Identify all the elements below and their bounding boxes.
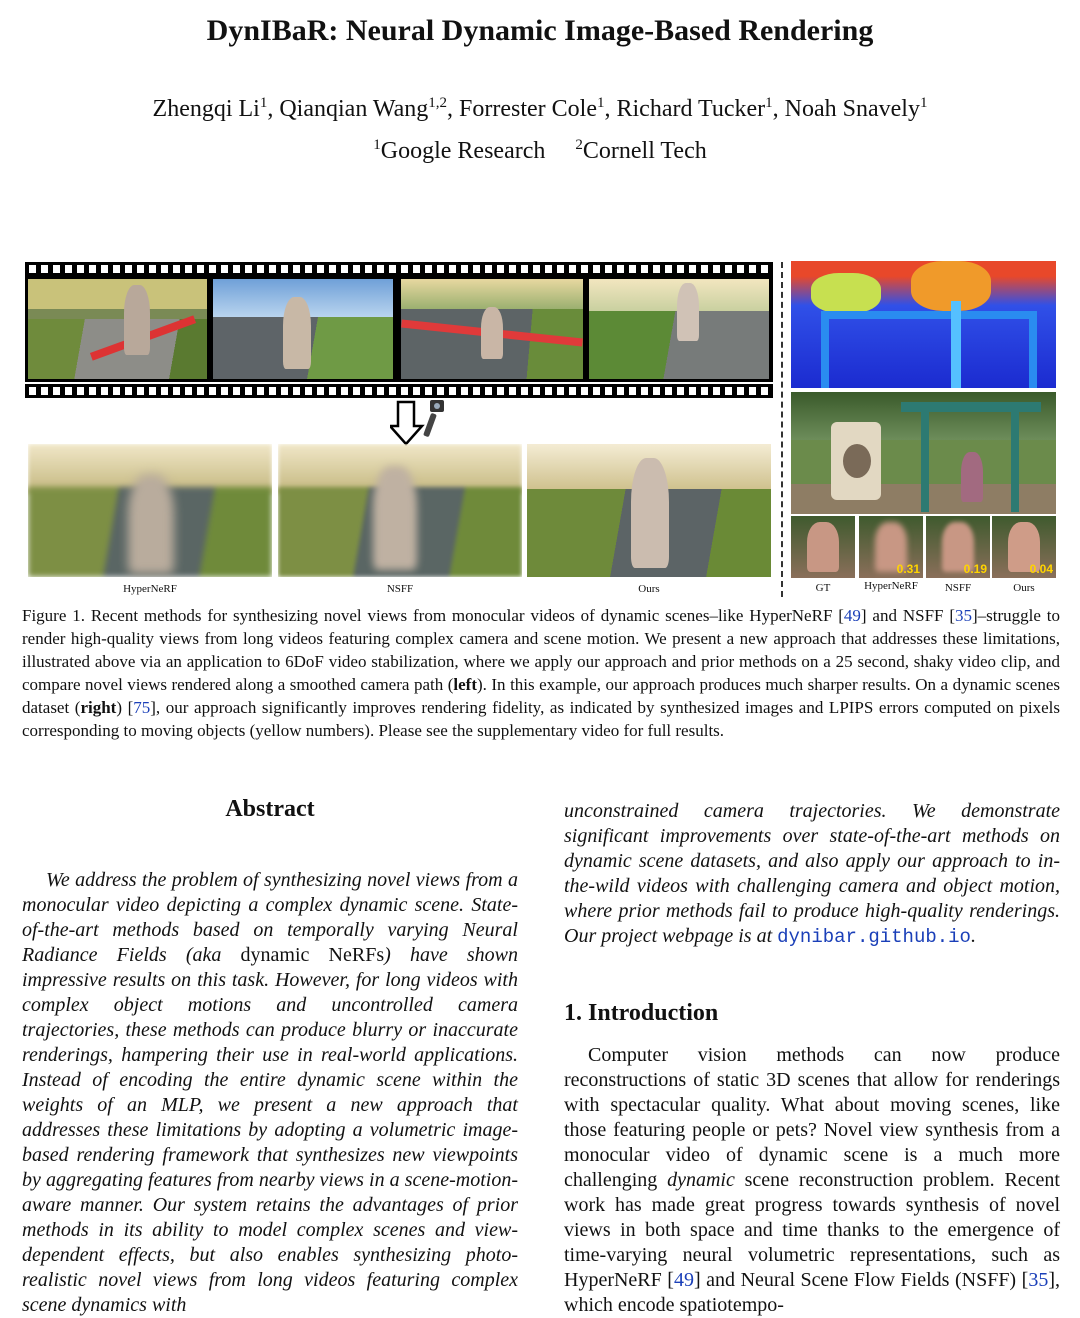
- author-affil-mark: 1: [596, 95, 605, 111]
- panel-label: HyperNeRF: [864, 580, 918, 592]
- panel-label: Ours: [1013, 582, 1035, 594]
- crop-hypernerf-image: [859, 516, 923, 578]
- author-affil-mark: 1: [765, 95, 773, 111]
- author-affil-mark: 1: [919, 95, 928, 111]
- lpips-value: 0.19: [963, 562, 987, 576]
- citation-link[interactable]: 35: [955, 606, 972, 625]
- panel-label: HyperNeRF: [123, 583, 177, 595]
- depth-map-image: [791, 261, 1056, 388]
- intro-paragraph: Computer vision methods can now produce reconstructions of static 3D scenes that allow for renderings with spectacular quality. What about moving scenes, like those featuring people or pets? Novel view synthesis from a monocular video of dynamic scene is a much more challenging dynamic scene reconstruction problem. Recent work has made great progress towards synthesis of novel views in both space and time thanks to the emergence of time-varying neural volumetric representations, such as HyperNeRF [49] and Neural Scene Flow Fields (NSFF) [35], which encode spatiotempo-: [564, 1044, 1060, 1316]
- citation-link[interactable]: 49: [843, 606, 861, 625]
- panel-label: Ours: [638, 583, 660, 595]
- affiliation: $^1$Google Research: [373, 137, 546, 164]
- lpips-value: 0.04: [1029, 562, 1053, 576]
- author-affil-mark: 1: [259, 95, 268, 111]
- affiliation: $^2$Cornell Tech: [575, 137, 707, 164]
- panel-label: NSFF: [944, 582, 972, 594]
- hypernerf-render-image: [28, 444, 272, 577]
- author-name: Zhengqi Li: [152, 96, 260, 122]
- panel-label: NSFF: [386, 583, 414, 595]
- nsff-render-image: [278, 444, 522, 577]
- abstract-heading: Abstract: [225, 796, 315, 822]
- input-video-frame: [401, 279, 583, 379]
- crop-ours-image: [992, 516, 1056, 578]
- input-video-frame: [589, 279, 769, 379]
- figure-caption: Figure 1. Recent methods for synthesizing novel views from monocular videos of dynamic scenes–like HyperNeRF [49] and NSFF [35]–struggle to render high-quality views from long videos featuring complex camera and scene motion. We present a new approach that addresses these limitations, illustrated above via an application to 6DoF video stabilization, where we apply our approach and prior methods on a 25 second, shaky video clip, and compare novel views rendered along a smoothed camera path (left). In this example, our approach produces much sharper results. On a dynamic scenes dataset (right) [75], our approach significantly improves rendering fidelity, as indicated by synthesized images and LPIPS errors computed on pixels corresponding to moving objects (yellow numbers). Please see the supplementary video for full results.: [22, 606, 1061, 740]
- author-name: Qianqian Wang: [279, 96, 429, 122]
- film-strip-top: [25, 262, 773, 276]
- abstract-text: We address the problem of synthesizing novel views from a monocular video depicting a complex dynamic scene. State-of-the-art methods based on temporally varying Neural Radiance Fields (aka dynamic NeRFs) have shown impressive results on this task. However, for long videos with complex object motions and uncontrolled camera trajectories, these methods can produce blurry or inaccurate renderings, hampering their use in real-world applications. Instead of encoding the entire dynamic scene within the weights of an MLP, we present a new approach that addresses these limitations by adopting a volumetric image-based rendering framework that synthesizes new viewpoints by aggregating features from nearby views in a scene-motion-aware manner. Our system retains the advantages of prior methods in its ability to model complex scenes and view-dependent effects, but also enables synthesizing photo-realistic novel views from long videos featuring complex scene dynamics with: [22, 869, 518, 1316]
- section-heading: 1. Introduction: [564, 1000, 719, 1026]
- panel-divider: [781, 262, 783, 597]
- input-video-frame: [28, 279, 207, 379]
- author-name: Forrester Cole: [459, 96, 597, 122]
- affiliation-list: [0, 138, 1080, 165]
- author-affil-mark: 1,2: [428, 95, 448, 111]
- panel-label: GT: [815, 582, 831, 594]
- author-list: Zhengqi Li$^1$, Qianqian Wang$^{1,2}$, Forrester Cole$^1$, Richard Tucker$^1$, Noah Snavely$^1$: [152, 95, 928, 122]
- crop-gt-image: [791, 516, 855, 578]
- playground-scene-image: [791, 392, 1056, 514]
- lpips-value: 0.31: [896, 562, 920, 576]
- ours-render-image: [527, 444, 771, 577]
- abstract-text-continued: unconstrained camera trajectories. We demonstrate significant improvements over state-of-the-art methods on dynamic scene datasets, and also apply our approach to in-the-wild videos with challenging camera and object motion, where prior methods fail to produce high-quality renderings. Our project webpage is at dynibar.github.io.: [564, 800, 1060, 948]
- paper-title: DynIBaR: Neural Dynamic Image-Based Rendering: [206, 14, 874, 47]
- film-strip-bottom: [25, 384, 773, 398]
- project-webpage-link[interactable]: dynibar.github.io: [777, 926, 971, 948]
- author-name: Richard Tucker: [616, 96, 766, 122]
- author-name: Noah Snavely: [784, 96, 920, 122]
- crop-nsff-image: [926, 516, 990, 578]
- stabilizer-gimbal-icon: [420, 398, 452, 440]
- citation-link[interactable]: 49: [673, 1269, 694, 1291]
- citation-link[interactable]: 75: [133, 698, 151, 717]
- citation-link[interactable]: 35: [1028, 1269, 1049, 1291]
- input-video-frame: [213, 279, 393, 379]
